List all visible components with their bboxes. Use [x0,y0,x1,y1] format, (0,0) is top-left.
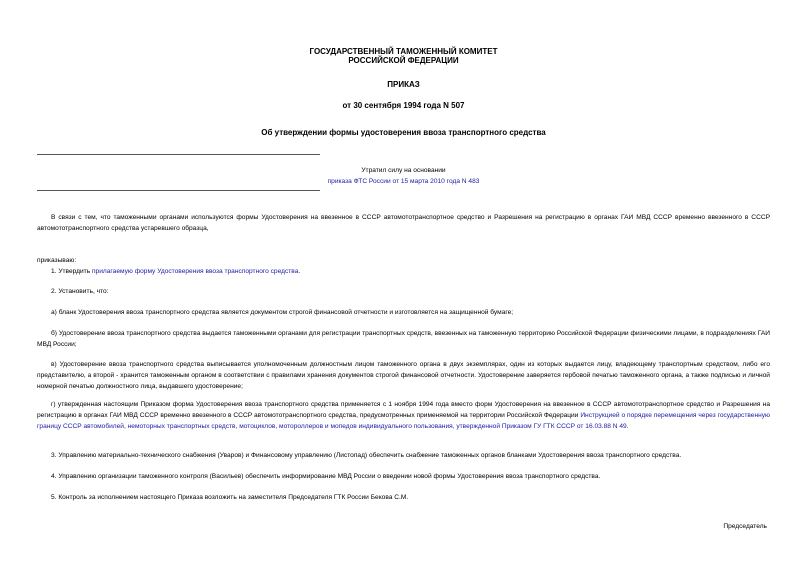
item-2g-link[interactable]: Инструкцией о порядке перемещения через государственную границу СССР автомобилей, немоторных транспортных средств, мотоциклов, мотороллеров и мопедов индивидуального пользования, утвержденной Приказом ГУ ГТК СССР от 16.03.88 N 49 [37,412,770,430]
organization-name [0,47,807,65]
item-1 [37,266,770,277]
signature-title: Председатель [723,523,767,530]
item-2g [37,399,770,432]
item-2a: а) бланк Удостоверения ввоза транспортного средства является документом строгой финансовой отчетности и изготовляется на защищенной бумаге; [51,309,514,316]
item-2g-end: . [626,423,629,430]
divider-bottom [37,190,320,191]
item-4: 4. Управлению организации таможенного контроля (Васильев) обеспечить информирование МВД России о введении новой формы Удостоверения ввоза транспортного средства. [51,473,601,480]
document-type: ПРИКАЗ [387,80,420,89]
item-1-link[interactable]: прилагаемую форму Удостоверения ввоза транспортного средства [91,268,299,275]
status-link[interactable]: приказа ФТС России от 15 марта 2010 года N 483 [327,178,480,185]
status-block [0,165,807,187]
item-2b: б) Удостоверение ввоза транспортного средства выдается таможенными органами для регистрации транспортных средств, ввезенных на таможенную территорию Российской Федерации физическими лицами, в подразделениях ГАИ МВД России; [37,330,770,348]
item-2v: в) Удостоверение ввоза транспортного средства выписывается уполномоченным должностным лицом таможенного органа в двух экземплярах, один из которых выдается лицу, владеющему транспортным средством, либо его представителю, а второй - хранится таможенным органом в соответствии с правилами хранения документов строгой финансовой отчетности. Удостоверение заверяется гербовой печатью таможенного органа, а также подписью и личной номерной печатью должностного лица, выдавшего удостоверение; [37,361,770,390]
orders-label: приказываю: [37,257,77,264]
intro-paragraph: В связи с тем, что таможенными органами используются формы Удостоверения на ввезенное в СССР автомототранспортное средство и Разрешения на регистрацию в органах ГАИ МВД СССР временно ввезенного в СССР автомототранспортного средства устаревшего образца, [37,214,770,232]
item-2g-text: г) утвержденная настоящим Приказом форма Удостоверения ввоза транспортного средства применяется с 1 ноября 1994 года вместо форм Удостоверения на ввезенное в СССР автомототранспортное средство и Разрешения на регистрацию в органах ГАИ МВД СССР временно ввезенного в СССР автомототранспортного средства, предусмотренных применяемой на территории Российской Федерации [37,401,770,419]
org-line-1: ГОСУДАРСТВЕННЫЙ ТАМОЖЕННЫЙ КОМИТЕТ [309,47,498,56]
status-text: Утратил силу на основании [361,167,446,174]
item-2: 2. Установить, что: [51,288,109,295]
item-1-suffix: . [298,268,301,275]
document-date-number: от 30 сентября 1994 года N 507 [342,101,465,110]
divider-top [37,154,320,155]
item-3: 3. Управлению материально-технического снабжения (Уваров) и Финансовому управлению (Листопад) обеспечить снабжение таможенных органов бланками Удостоверения ввоза транспортного средства. [51,452,682,459]
item-5: 5. Контроль за исполнением настоящего Приказа возложить на заместителя Председателя ГТК России Бекова С.М. [51,494,409,501]
document-subject: Об утверждении формы удостоверения ввоза транспортного средства [261,128,546,137]
org-line-2: РОССИЙСКОЙ ФЕДЕРАЦИИ [348,56,459,65]
item-1-prefix: 1. Утвердить [51,268,92,275]
